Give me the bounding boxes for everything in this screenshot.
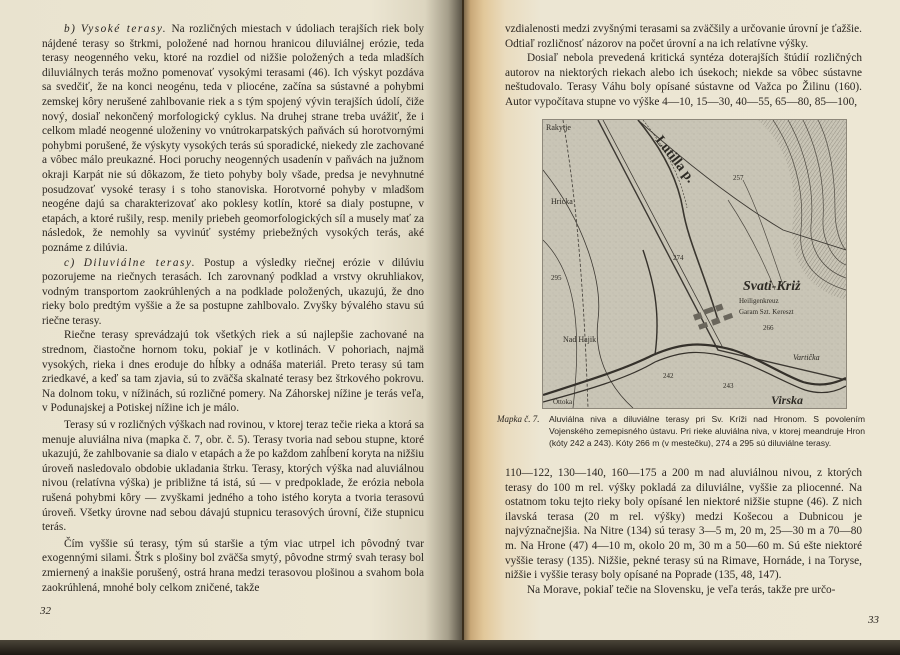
map-label-nad-hajik: Nad Hajik: [563, 335, 597, 344]
paragraph-older-terraces: Čím vyššie sú terasy, tým sú staršie a tým viac utrpel ich pôvodný tvar exogennými silami. Štrk s plošiny bol zväčša smytý, pôvodne strmý svah terasy bol zmiernený a inakšie porušený, ostrá hrana medzi terasovou plošinou a svahom bola zaokrúhlená, mnohé boly celkom zničené, takže: [42, 537, 424, 594]
map-figure: [543, 120, 846, 408]
paragraph-high-terraces: [42, 22, 424, 256]
map-label-varticka: Vartička: [793, 353, 820, 362]
paragraph-synthesis-top: Dosiaľ nebola prevedená kritická syntéza doterajších štúdií rozličných autorov na niektorých riekach alebo ich úsekoch; niekde sa vôbec sústavne neštudovalo. Terasy Váhu boly opísané sústavne od Važca po Žilinu (160). Autor vypočítava stupne vo výške 4—10, 15—30, 40—55, 65—80, 85—100,: [505, 52, 862, 108]
left-page-text: [42, 22, 424, 595]
map-label-heiligenkreuz: Heiligenkreuz: [739, 297, 779, 305]
right-page-text-top: [505, 22, 862, 110]
text-diluvial-terraces: Postup a výsledky riečnej erózie v dilúviu pozorujeme na riečnych terasách. Ich zarovnaný podklad a vrstvy okruhliakov, vodným transportom zaokrúhlených a na podklade položených, ukazujú, že dno rieky bolo predtým vyššie a že sa postupne zahlbovalo. Zvyšky bývalého stavu sú riečne terasy.: [42, 256, 424, 327]
map-label-svati-kriz: Svati-Kriż: [743, 279, 801, 294]
map-label-garamszent: Garam Szt. Kereszt: [739, 308, 794, 316]
paragraph-terrace-heights: Terasy sú v rozličných výškach nad rovinou, v ktorej teraz tečie rieka a ktorá sa menuje aluviálna niva (mapka č. 7, obr. č. 5). Terasy tvoria nad sebou stupne, ktoré ukazujú, že zahlbovanie sa dialo v etapách a že po každom zahĺbení koryta na nižšiu úroveň nasledovalo obdobie ukladania štrku. Terasy, ktorých výška nad aluviálnou nivou (relatívna výška) je približne tá istá, sú — v predpoklade, že erózia nebola rušená pohybmi kôry — zvyškami jedného a toho istého koryta a tvoria terasovú úroveň. Všetky úrovne nad sebou dávajú stupnicu terasových úrovní, čiže stupnicu terás.: [42, 419, 424, 534]
elevation-243: 243: [723, 382, 734, 390]
map-caption: [497, 413, 865, 449]
section-label-b: b): [64, 23, 77, 35]
elevation-295: 295: [551, 274, 562, 282]
book-gutter: [462, 0, 464, 640]
text-high-terraces: Na rozličných miestach v údoliach terajších riek boly nájdené terasy so štrkmi, položené nad hornou hranicou diluviálnej erózie, teda terasy neogenného veku, ktoré na rozdiel od nižšie položených a teda mladších diluviálnych terás možno pomenovať vysokými terasami (46). Ich výskyt pozdáva sa svedčiť, že na konci neogénu, teda v pliocéne, začína sa sústavné a pohybmi zemskej kôry nerušené zahlbovanie riek a s tým spojený vývin terajších údolí, čiže nový, dosiaľ nekončený morfologický cyklus. Na druhej strane treba uvážiť, že i celkom mladé neogenné uloženiny vo vnútrokarpatských paňvách sú horotvornými pohybmi porušené, že výskyty vysokých terás sú sporadické, niekedy zle zachované a vôbec málo preukazné. Hoci poruchy neogenných usadenín v paňvách na južnom okraji Karpát nie sú dôkazom, že tieto pohyby boly všade, predsa je nevyhnutné posudzovať vysoké terasy i s toho stanoviska. Horotvorné pohyby v mladšom neogéne dajú sa charakterizovať ako poklesy kotlín, ktoré sa dialy postupne, v etapách, a ktoré rušily, resp. menily priebeh geomorfologických síl a musely mať za následok, že nemohly sa vyvinúť systémy priebežných vysokých terás, aké poznáme z dilúvia.: [42, 23, 424, 254]
paragraph-diluvial-terraces: [42, 256, 424, 329]
caption-label: Mapka č. 7.: [497, 414, 540, 424]
paragraph-river-terraces: Riečne terasy sprevádzajú tok všetkých riek a sú najlepšie zachované na strednom, čiastočne hornom toku, pokiaľ je v kotlinách. V pohoriach, najmä vysokých, rieka i dnes eroduje do hĺbky a odnáša materiál. Preto terasy sú tam zriedkavé, a keď sa tam zjavia, sú to zväčša skalnaté terasy bez štrkového pokrovu. Na dolnom toku, v nížinách, sú rozličné pomery. Na Záhorskej nížine je terás veľa, v Podunajskej a Potiskej nížine ich je málo.: [42, 329, 424, 415]
paragraph-synthesis-bottom: 110—122, 130—140, 160—175 a 200 m nad aluviálnou nivou, z ktorých terasy do 100 m rel. výšky pokladá za diluviálne, vyššie za pliocenné. Na ostatnom toku tejto rieky boly opísané len niektoré nižšie stupne (46). Z nich ilavská terasa (20 m rel. výšky) medzi Košecou a Dubnicou je najvýznačnejšia. Na Nitre (134) sú terasy 3—5 m, 20 m, 25—30 m a 70—80 m. Na Hrone (47) 4—10 m, okolo 20 m, 30 m a 50—60 m. Sú ešte niektoré vyššie terasy (135). Nižšie, pekné terasy sú na Rimave, Hornáde, i na Toryse, nižšie i vyššie terasy boly opísané na Poprade (135, 48, 147).: [505, 467, 862, 582]
map-label-lutilla: Lutilla p.: [651, 133, 698, 187]
map-label-hricka: Hricka: [551, 197, 573, 206]
heading-diluvial-terraces: Diluviálne terasy.: [83, 256, 197, 269]
elevation-274: 274: [673, 254, 684, 262]
paragraph-continuation: vzdialenosti medzi zvyšnými terasami sa zväčšily a určovanie úrovní je ťažšie. Odtiaľ rozličnosť názorov na počet úrovní a na ich relatívne výšky.: [505, 23, 862, 50]
topographic-map: [543, 120, 846, 408]
paragraph-morava: Na Morave, pokiaľ tečie na Slovensku, je veľa terás, takže pre určo-: [527, 583, 836, 596]
page-number-left: 32: [40, 605, 51, 617]
section-label-c: c): [64, 256, 76, 269]
book-bottom-edge: [0, 640, 900, 655]
page-number-right: 33: [868, 614, 879, 626]
map-label-rakytje: Rakytje: [546, 123, 571, 132]
map-label-virska: Virska: [771, 393, 804, 407]
caption-text: Aluviálna niva a diluviálne terasy pri Sv. Kríži nad Hronom. S povolením Vojenského zemepisného ústavu. Pri rieke aluviálna niva, v ktorej meandruje Hron (kóty 242 a 243). Kóty 266 m (v mestečku), 274 a 295 sú diluviálne terasy.: [549, 414, 865, 448]
map-label-ottoka: Ottoka: [553, 398, 573, 406]
elevation-242: 242: [663, 372, 674, 380]
right-page-text-bottom: [505, 466, 862, 597]
heading-high-terraces: Vysoké terasy.: [80, 23, 168, 35]
elevation-266: 266: [763, 324, 774, 332]
elevation-257: 257: [733, 174, 744, 182]
